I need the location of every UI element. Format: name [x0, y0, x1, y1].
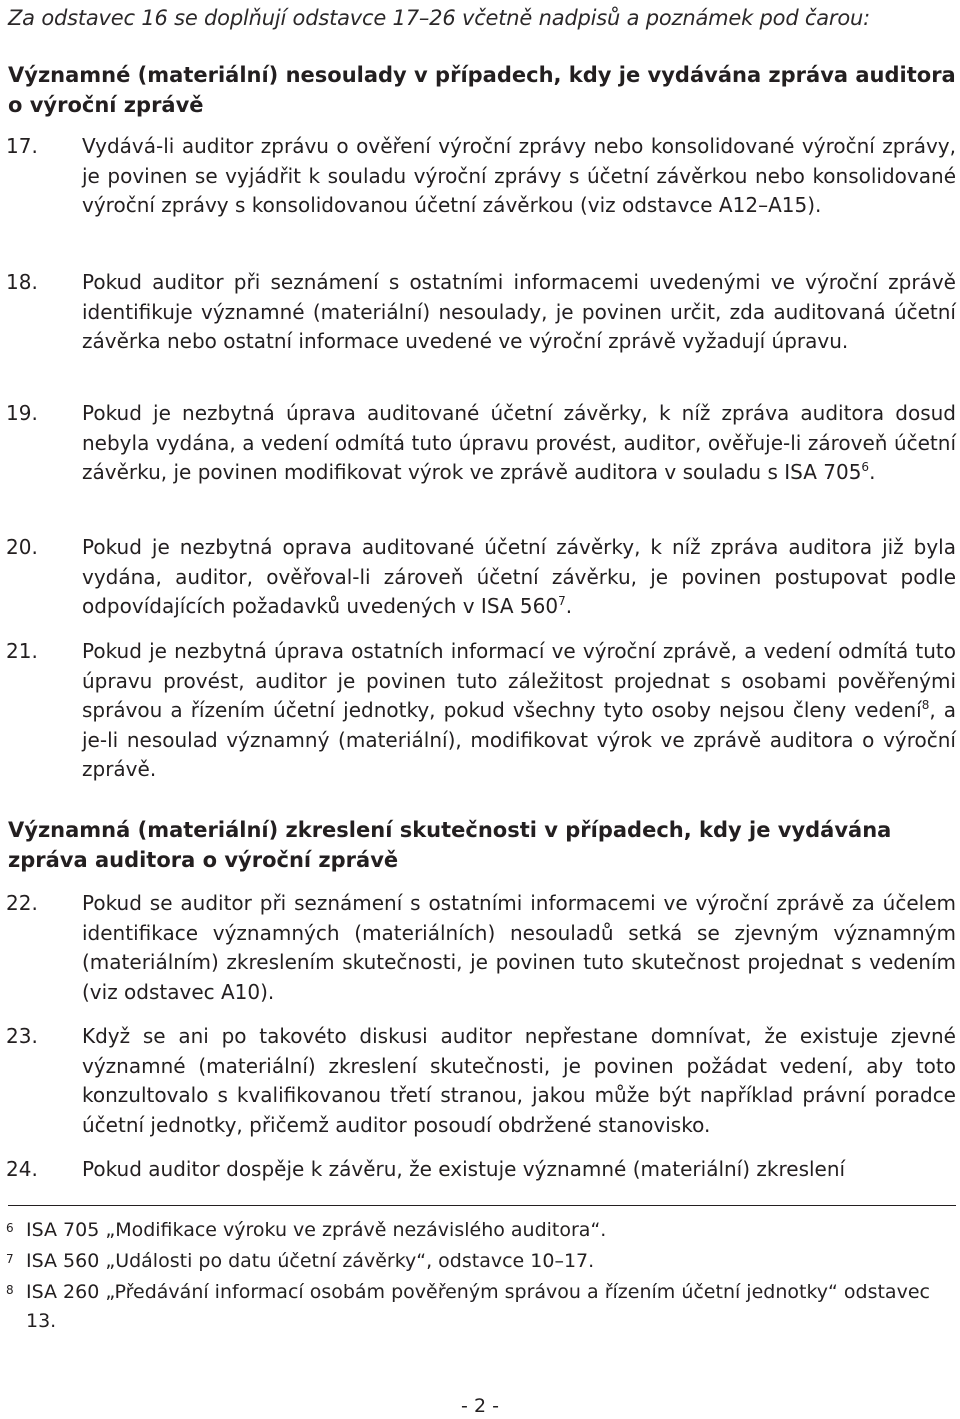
- paragraph-text-wrapper: [82, 637, 956, 785]
- paragraph-23: [0, 1022, 956, 1140]
- paragraph-21: [0, 637, 956, 785]
- footnote-7: [0, 1247, 956, 1276]
- footnote-6: [0, 1216, 956, 1245]
- paragraph-19: [0, 399, 956, 488]
- footnote-ref[interactable]: 7: [558, 594, 566, 609]
- paragraph-text-end: .: [869, 460, 876, 485]
- paragraph-number: 24.: [6, 1157, 38, 1181]
- paragraph-18: [0, 268, 956, 357]
- paragraph-text: Pokud auditor při seznámení s ostatními informacemi uvedenými ve výroční zprávě identifikuje významné (materiální) nesoulady, je povinen určit, zda auditovaná účetní závěrka nebo ostatní informace uvedené ve výroční zprávě vyžadují úpravu.: [82, 270, 956, 354]
- paragraph-text: Když se ani po takovéto diskusi auditor nepřestane domnívat, že existuje zjevné významné (materiální) zkreslení skutečnosti, je povinen požádat vedení, aby toto konzultovalo s kvalifikovanou třetí stranou, jakou může být například právní poradce účetní jednotky, přičemž auditor posoudí obdržené stanovisko.: [82, 1024, 956, 1137]
- paragraph-24: [0, 1155, 956, 1185]
- paragraph-22: [0, 889, 956, 1007]
- paragraph-text: Pokud auditor dospěje k závěru, že existuje významné (materiální) zkreslení: [82, 1157, 846, 1181]
- paragraph-text-wrapper: [82, 533, 956, 622]
- footnote-divider: [8, 1205, 956, 1206]
- paragraph-text-end: , a je-li nesoulad významný (materiální), modifikovat výrok ve zprávě auditora o výroční zprávě.: [82, 698, 956, 782]
- paragraph-20: [0, 533, 956, 622]
- paragraph-number: 22.: [6, 891, 38, 915]
- footnote-text: ISA 560 „Události po datu účetní závěrky“, odstavce 10–17.: [26, 1250, 595, 1272]
- intro-text: Za odstavec 16 se doplňují odstavce 17–26 včetně nadpisů a poznámek pod čarou:: [8, 6, 871, 30]
- footnote-mark: 6: [6, 1221, 14, 1235]
- footnote-mark: 7: [6, 1252, 14, 1266]
- paragraph-number: 17.: [6, 134, 38, 158]
- paragraph-text: Pokud se auditor při seznámení s ostatními informacemi ve výroční zprávě za účelem identifikace významných (materiálních) nesouladů setká se zjevným významným (materiálním) zkreslením skutečnosti, je povinen tuto skutečnost projednat s vedením (viz odstavec A10).: [82, 891, 956, 1004]
- footnote-text: ISA 705 „Modifikace výroku ve zprávě nezávislého auditora“.: [26, 1219, 607, 1241]
- paragraph-number: 19.: [6, 401, 38, 425]
- section-heading-nesoulady: Významné (materiální) nesoulady v případech, kdy je vydávána zpráva auditora o výroční zprávě: [8, 63, 956, 117]
- paragraph-text: Pokud je nezbytná úprava auditované účetní závěrky, k níž zpráva auditora dosud nebyla vydána, a vedení odmítá tuto úpravu provést, auditor, ověřuje-li zároveň účetní závěrku, je povinen modifikovat výrok ve zprávě auditora v souladu s ISA 705: [82, 401, 956, 485]
- paragraph-text-wrapper: [82, 399, 956, 488]
- page-number: - 2 -: [461, 1395, 499, 1417]
- paragraph-text: Vydává-li auditor zprávu o ověření výroční zprávy nebo konsolidované výroční zprávy, je povinen se vyjádřit k souladu výroční zprávy s účetní závěrkou nebo konsolidované výroční zprávy s konsolidovanou účetní závěrkou (viz odstavce A12–A15).: [82, 134, 956, 218]
- paragraph-text: Pokud je nezbytná úprava ostatních informací ve výroční zprávě, a vedení odmítá tuto úpravu provést, auditor je povinen tuto záležitost projednat s osobami pověřenými správou a řízením účetní jednotky, pokud všechny tyto osoby nejsou členy vedení: [82, 639, 956, 723]
- footnote-mark: 8: [6, 1283, 14, 1297]
- footnote-ref[interactable]: 6: [861, 460, 870, 475]
- paragraph-number: 23.: [6, 1024, 38, 1048]
- paragraph-number: 18.: [6, 270, 38, 294]
- paragraph-text-end: .: [565, 594, 573, 619]
- section-heading-zkresleni: Významná (materiální) zkreslení skutečnosti v případech, kdy je vydávána zpráva auditora o výroční zprávě: [8, 818, 892, 872]
- footnote-8: [0, 1278, 956, 1336]
- footnote-text: ISA 260 „Předávání informací osobám pověřeným správou a řízením účetní jednotky“ odstavec 13.: [26, 1281, 930, 1332]
- paragraph-text: Pokud je nezbytná oprava auditované účetní závěrky, k níž zpráva auditora již byla vydána, auditor, ověřoval-li zároveň účetní závěrku, je povinen postupovat podle odpovídajících požadavků uvedených v ISA 560: [82, 535, 956, 619]
- footnote-ref[interactable]: 8: [921, 698, 930, 713]
- paragraph-number: 21.: [6, 639, 38, 663]
- paragraph-17: [0, 132, 956, 221]
- paragraph-number: 20.: [6, 535, 38, 559]
